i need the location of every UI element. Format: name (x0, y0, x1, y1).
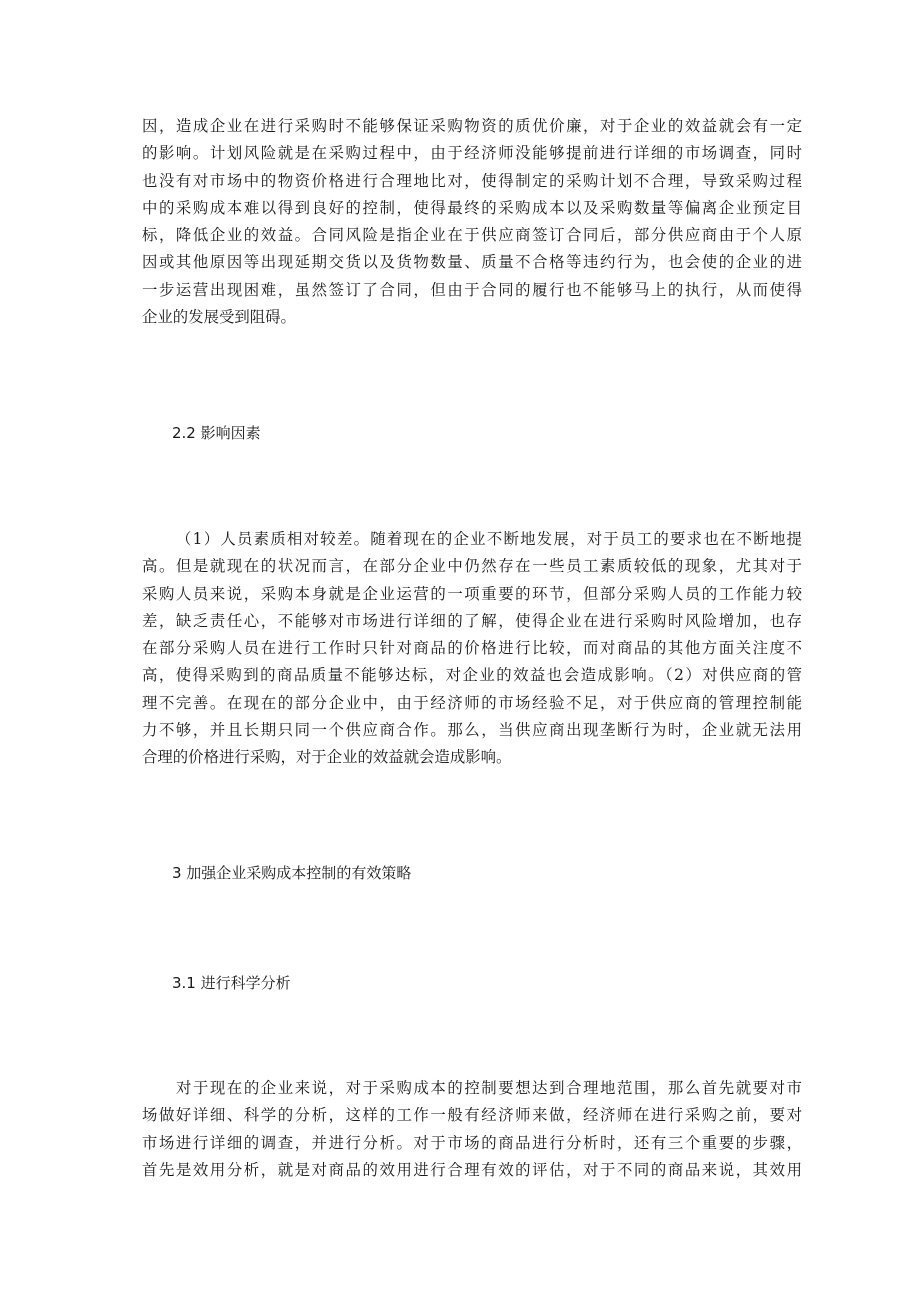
text-line: 首先是效用分析，就是对商品的效用进行合理有效的评估，对于不同的商品来说，其效用 (142, 1160, 802, 1179)
text-line: 企业的发展受到阻碍。 (142, 308, 296, 327)
text-line: 差，缺乏责任心，不能够对市场进行详细的了解，使得企业在进行采购时风险增加，也存 (142, 611, 802, 630)
text-line: 高。但是就现在的状况而言，在部分企业中仍然存在一些员工素质较低的现象，尤其对于 (142, 557, 802, 576)
text-line: 因，造成企业在进行采购时不能够保证采购物资的质优价廉，对于企业的效益就会有一定 (142, 117, 802, 135)
text-line: 一步运营出现困难，虽然签订了合同，但由于合同的履行也不能够马上的执行，从而使得 (142, 280, 802, 299)
text-line: 的影响。计划风险就是在采购过程中，由于经济师没能够提前进行详细的市场调查，同时 (142, 144, 802, 163)
text-line: （1）人员素质相对较差。随着现在的企业不断地发展，对于员工的要求也在不断地提 (176, 530, 802, 548)
text-line: 标，降低企业的效益。合同风险是指企业在于供应商签订合同后，部分供应商由于个人原 (142, 226, 802, 245)
text-line: 采购人员来说，采购本身就是企业运营的一项重要的环节，但部分采购人员的工作能力较 (142, 584, 802, 603)
section-heading-3-1: 3.1 进行科学分析 (172, 974, 291, 992)
text-line: 理不完善。在现在的部分企业中，由于经济师的市场经验不足，对于供应商的管理控制能 (142, 693, 802, 712)
text-line: 场做好详细、科学的分析，这样的工作一般有经济师来做，经济师在进行采购之前，要对 (142, 1106, 802, 1125)
text-line: 力不够，并且长期只同一个供应商合作。那么，当供应商出现垄断行为时，企业就无法用 (142, 721, 802, 740)
section-heading-2-2: 2.2 影响因素 (172, 424, 261, 442)
paragraph-scientific-analysis (142, 1075, 802, 1184)
text-line: 因或其他原因等出现延期交货以及货物数量、质量不合格等违约行为，也会使的企业的进 (142, 253, 802, 272)
paragraph-procurement-risk (142, 113, 802, 331)
section-heading-3: 3 加强企业采购成本控制的有效策略 (172, 864, 412, 882)
text-line: 市场进行详细的调查，并进行分析。对于市场的商品进行分析时，还有三个重要的步骤， (142, 1133, 802, 1152)
text-line: 高，使得采购到的商品质量不能够达标，对企业的效益也会造成影响。（2）对供应商的管 (142, 666, 802, 685)
text-line: 在部分采购人员在进行工作时只针对商品的价格进行比较，而对商品的其他方面关注度不 (142, 639, 802, 658)
text-line: 也没有对市场中的物资价格进行合理地比对，使得制定的采购计划不合理，导致采购过程 (142, 171, 802, 190)
text-line: 对于现在的企业来说，对于采购成本的控制要想达到合理地范围，那么首先就要对市 (176, 1079, 802, 1097)
paragraph-influencing-factors (142, 526, 802, 772)
text-line: 中的采购成本难以得到良好的控制，使得最终的采购成本以及采购数量等偏离企业预定目 (142, 198, 802, 217)
text-line: 合理的价格进行采购，对于企业的效益就会造成影响。 (142, 748, 512, 767)
